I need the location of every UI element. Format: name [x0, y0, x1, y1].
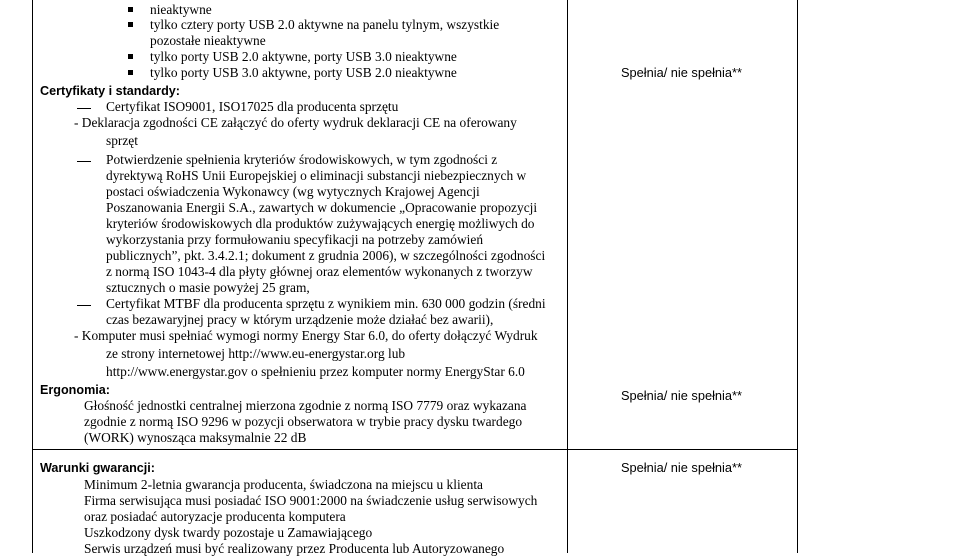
list-item-continuation: sztucznych o masie powyżej 25 gram,: [106, 280, 310, 295]
list-item-continuation: sprzęt: [106, 133, 138, 148]
list-item-continuation: ze strony internetowej http://www.eu-energystar.org lub: [106, 346, 406, 361]
list-item-continuation: postaci oświadczenia Wykonawcy (wg wytycznych Krajowej Agencji: [106, 184, 480, 199]
list-item-continuation: oraz posiadać autoryzacje producenta komputera: [84, 509, 346, 524]
status-ergonomics: Spełnia/ nie spełnia**: [621, 388, 742, 403]
list-item: Certyfikat ISO9001, ISO17025 dla producenta sprzętu: [106, 99, 399, 114]
list-item-continuation: Poszanowania Energii S.A., zawartych w dokumencie „Opracowanie propozycji: [106, 200, 538, 215]
section-heading-warranty: Warunki gwarancji:: [40, 461, 155, 475]
status-warranty: Spełnia/ nie spełnia**: [621, 460, 742, 475]
list-item: - Komputer musi spełniać wymogi normy Energy Star 6.0, do oferty dołączyć Wydruk: [74, 328, 538, 343]
row-divider: [32, 449, 797, 450]
section-heading-ergonomics: Ergonomia:: [40, 383, 110, 397]
list-item: Potwierdzenie spełnienia kryteriów środowiskowych, w tym zgodności z: [106, 152, 498, 167]
section-heading-certificates: Certyfikaty i standardy:: [40, 84, 180, 98]
table-left-border: [32, 0, 33, 553]
list-item: Uszkodzony dysk twardy pozostaje u Zamawiającego: [84, 525, 373, 540]
list-item: tylko porty USB 2.0 aktywne, porty USB 3.0 nieaktywne: [150, 49, 457, 64]
list-item: Głośność jednostki centralnej mierzona zgodnie z normą ISO 7779 oraz wykazana: [84, 398, 527, 413]
list-item: Firma serwisująca musi posiadać ISO 9001:2000 na świadczenie usług serwisowych: [84, 493, 538, 508]
list-item-continuation: dyrektywą RoHS Unii Europejskiej o eliminacji substancji niebezpiecznych w: [106, 168, 527, 183]
status-certificates: Spełnia/ nie spełnia**: [621, 65, 742, 80]
list-item: Serwis urządzeń musi być realizowany przez Producenta lub Autoryzowanego: [84, 541, 505, 556]
list-item: tylko porty USB 3.0 aktywne, porty USB 2.0 nieaktywne: [150, 65, 457, 80]
list-item: nieaktywne: [150, 2, 212, 17]
column-divider: [567, 0, 568, 553]
list-item-continuation: pozostałe nieaktywne: [150, 33, 266, 48]
list-item: - Deklaracja zgodności CE załączyć do oferty wydruk deklaracji CE na oferowany: [74, 115, 517, 130]
list-item-continuation: czas bezawaryjnej pracy w którym urządzenie może działać bez awarii),: [106, 312, 494, 327]
list-item-continuation: wykorzystania przy formułowaniu specyfikacji na potrzeby zamówień: [106, 232, 484, 247]
list-item-continuation: kryteriów środowiskowych dla produktów zużywających energię możliwych do: [106, 216, 535, 231]
list-item: Certyfikat MTBF dla producenta sprzętu z wynikiem min. 630 000 godzin (średni: [106, 296, 546, 311]
table-right-border: [797, 0, 798, 553]
list-item-continuation: (WORK) wynosząca maksymalnie 22 dB: [84, 430, 307, 445]
list-item-continuation: http://www.energystar.gov o spełnieniu przez komputer normy EnergyStar 6.0: [106, 364, 525, 379]
list-item: tylko cztery porty USB 2.0 aktywne na panelu tylnym, wszystkie: [150, 17, 500, 32]
list-item-continuation: zgodnie z normą ISO 9296 w pozycji obserwatora w trybie pracy dysku twardego: [84, 414, 523, 429]
list-item: Minimum 2-letnia gwarancja producenta, świadczona na miejscu u klienta: [84, 477, 483, 492]
list-item-continuation: z normą ISO 1043-4 dla płyty głównej oraz elementów wykonanych z tworzyw: [106, 264, 533, 279]
list-item-continuation: publicznych”, pkt. 3.4.2.1; dokument z grudnia 2006), w szczególności zgodności: [106, 248, 546, 263]
